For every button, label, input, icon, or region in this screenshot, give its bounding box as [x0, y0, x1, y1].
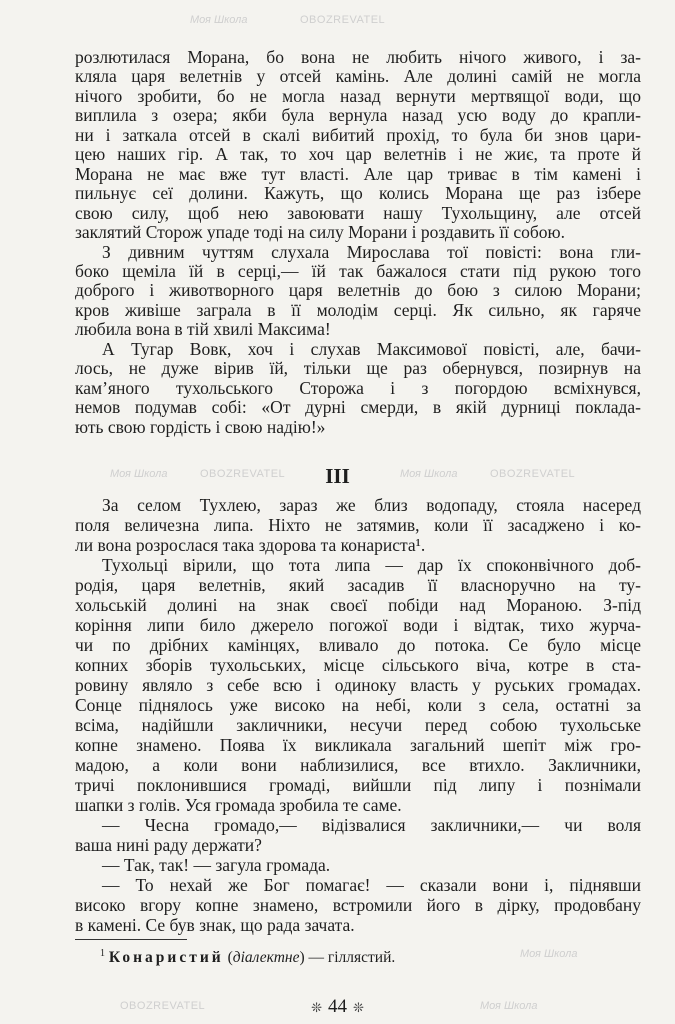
footnote-term: Конаристий [108, 949, 224, 967]
text-line-content: — То нехай же Бог помагає! — сказали вони і, піднявши [102, 875, 641, 895]
text-line-content: кляла царя велетнів у отсей камінь. Але долині самій не могла [75, 66, 641, 87]
text-line [75, 67, 641, 86]
text-line-content: А Тугар Вовк, хоч і слухав Максимової повісті, але, бачи- [102, 338, 641, 359]
text-line [75, 776, 641, 795]
text-line [75, 48, 641, 67]
watermark-text: Моя Школа [480, 1000, 538, 1012]
text-line [75, 716, 641, 735]
text-line-content: копне знамено. Поява їх викликала загальний шепіт між гро- [75, 735, 641, 755]
text-line-content: копних зборів тухольських, місце сільського віча, котре в ста- [75, 655, 641, 675]
footnote-note: діалектне [232, 949, 300, 967]
text-line [75, 496, 641, 515]
text-line-content: високо вгору копне знамено, встромили його в дірку, продовбану [75, 895, 641, 915]
text-line [75, 656, 641, 675]
text-line-content: ваша нині раду держати? [75, 835, 262, 855]
text-line-content: ли вона розрослася така здорова та конариста¹. [75, 535, 426, 555]
text-line-content: родія, царя велетнів, який засадив її власноручно на ту- [75, 575, 641, 595]
text-line [75, 616, 641, 635]
watermark-text: Моя Школа [400, 468, 458, 480]
footnote-definition: — гіллястий. [308, 949, 396, 967]
text-line-content: чи по дрібних камінцях, вливало до потока. Се було місце [75, 635, 641, 655]
text-line [75, 87, 641, 106]
text-line-content: шапки з голів. Уся громада зробила те саме. [75, 795, 402, 815]
page-number [0, 996, 675, 1019]
footnote-divider [75, 939, 187, 940]
text-line-content: Сонце піднялось уже високо на небі, коли з села, остатні за [75, 695, 641, 715]
text-line [75, 876, 641, 895]
text-line-content: мадою, а коли вони наблизилися, все втихло. Закличники, [75, 755, 641, 775]
text-line-content: свою силу, щоб нею завоювати нашу Тухольщину, але отсей [75, 202, 641, 223]
text-line [75, 516, 641, 535]
text-line [75, 836, 641, 855]
text-line [75, 398, 641, 417]
text-line-content: любила вона в тій хвилі Максима! [75, 319, 331, 340]
text-line [75, 262, 641, 281]
text-line [75, 106, 641, 125]
text-line [75, 359, 641, 378]
text-line [75, 736, 641, 755]
text-line-content: пильнує сеї долини. Кажуть, що колись Морана ще раз ізбере [75, 183, 641, 204]
text-line-content: виплила з озера; якби була вернула назад усю воду до крапли- [75, 105, 641, 126]
ornament-right-icon: ❊ [353, 1000, 364, 1015]
text-line-content: тричі поклонившися громаді, вийшли під липу і познімали [75, 775, 641, 795]
text-line-content: доброго і животворного царя велетнів до бою з силою Морани; [75, 280, 641, 301]
section-heading: III [325, 464, 350, 488]
text-line [75, 756, 641, 775]
text-line [75, 165, 641, 184]
text-line-content: хольській долині на знак своєї побіди над Мораною. З-під [75, 595, 641, 615]
text-line-content: Тухольці вірили, що тота липа — дар їх споконвічного доб- [102, 555, 641, 575]
text-line [75, 696, 641, 715]
text-line [75, 204, 641, 223]
text-line [75, 676, 641, 695]
text-line [75, 340, 641, 359]
footnote-marker: 1 [100, 948, 105, 959]
page-number-value: 44 [328, 996, 347, 1017]
text-line-content: в камені. Се був знак, що рада зачата. [75, 915, 355, 935]
text-line-content: заклятий Сторож упаде тоді на силу Морани і роздавить її собою. [75, 222, 565, 243]
text-line-content: — Чесна громадо,— відізвалися закличники,— чи воля [102, 815, 641, 835]
text-line-content: поля величезна липа. Ніхто не затямив, коли її засаджено і ко- [75, 515, 641, 535]
text-line [75, 816, 641, 835]
text-line-content: лось, не дуже вірив їй, тільки ще раз обернувся, позирнув на [75, 358, 641, 379]
text-line [75, 636, 641, 655]
watermark-text: OBOZREVATEL [300, 14, 386, 26]
text-line-content: ни і заткала отсей в скалі вибитий прохід, то була би знов цари- [75, 124, 641, 145]
text-line [75, 281, 641, 300]
ornament-left-icon: ❊ [311, 1000, 322, 1015]
text-line-content: За селом Тухлею, зараз же близ водопаду, стояла насеред [102, 495, 641, 515]
text-line-content: немов подумав собі: «От дурні смерди, в якій дурниці поклада- [75, 397, 641, 418]
text-line [75, 556, 641, 575]
text-line-content: коріння липи било джерело погожої води і відтак, тихо журча- [75, 615, 641, 635]
text-line [75, 896, 641, 915]
text-line-content: розлютилася Морана, бо вона не любить нічого живого, і за- [75, 47, 641, 67]
text-line [75, 379, 641, 398]
text-line [75, 301, 641, 320]
text-line-content: нічого зробити, бо не могла назад вернути мертвящої води, що [75, 85, 641, 106]
text-line [75, 596, 641, 615]
text-line [75, 536, 641, 555]
text-line [75, 418, 641, 437]
watermark-text: Моя Школа [520, 948, 578, 960]
text-line-content: Морана не має вже тут власті. Але цар триває в тім камені і [75, 163, 641, 184]
text-line-content: кров живіше заграла в її молодім серці. Як сильно, як гаряче [75, 299, 641, 320]
text-line-content: ють свою гордість і свою надію!» [75, 416, 326, 437]
text-line-content: З дивним чуттям слухала Мирослава тої повісті: вона гли- [102, 241, 641, 262]
text-line [75, 145, 641, 164]
footnote: $^1$ Конаристий (діалектне) — гіллястий. [100, 948, 396, 967]
text-line [75, 243, 641, 262]
text-line-content: цею наших гір. А так, то хоч цар велетнів і не жиє, та проте й [75, 144, 641, 165]
text-line [75, 576, 641, 595]
text-line-content: ровину являло з себе всю і одиноку власть у руських громадах. [75, 675, 641, 695]
text-line-content: боко щеміла їй в серці,— їй так бажалося стати під рукою того [75, 260, 641, 281]
watermark-text: Моя Школа [190, 14, 248, 26]
text-line-content: — Так, так! — загула громада. [102, 855, 331, 875]
text-line [75, 184, 641, 203]
text-line [75, 916, 641, 935]
text-line [75, 320, 641, 339]
watermark-text: OBOZREVATEL [200, 468, 286, 480]
text-line [75, 856, 641, 875]
text-line-content: всіма, надійшли закличники, несучи перед собою тухольське [75, 715, 641, 735]
text-line [75, 223, 641, 242]
watermark-text: OBOZREVATEL [120, 1000, 206, 1012]
text-line [75, 796, 641, 815]
text-line [75, 126, 641, 145]
watermark-text: Моя Школа [110, 468, 168, 480]
text-line-content: кам’яного тухольського Сторожа і з погордою всміхнувся, [75, 377, 641, 398]
watermark-text: OBOZREVATEL [490, 468, 576, 480]
